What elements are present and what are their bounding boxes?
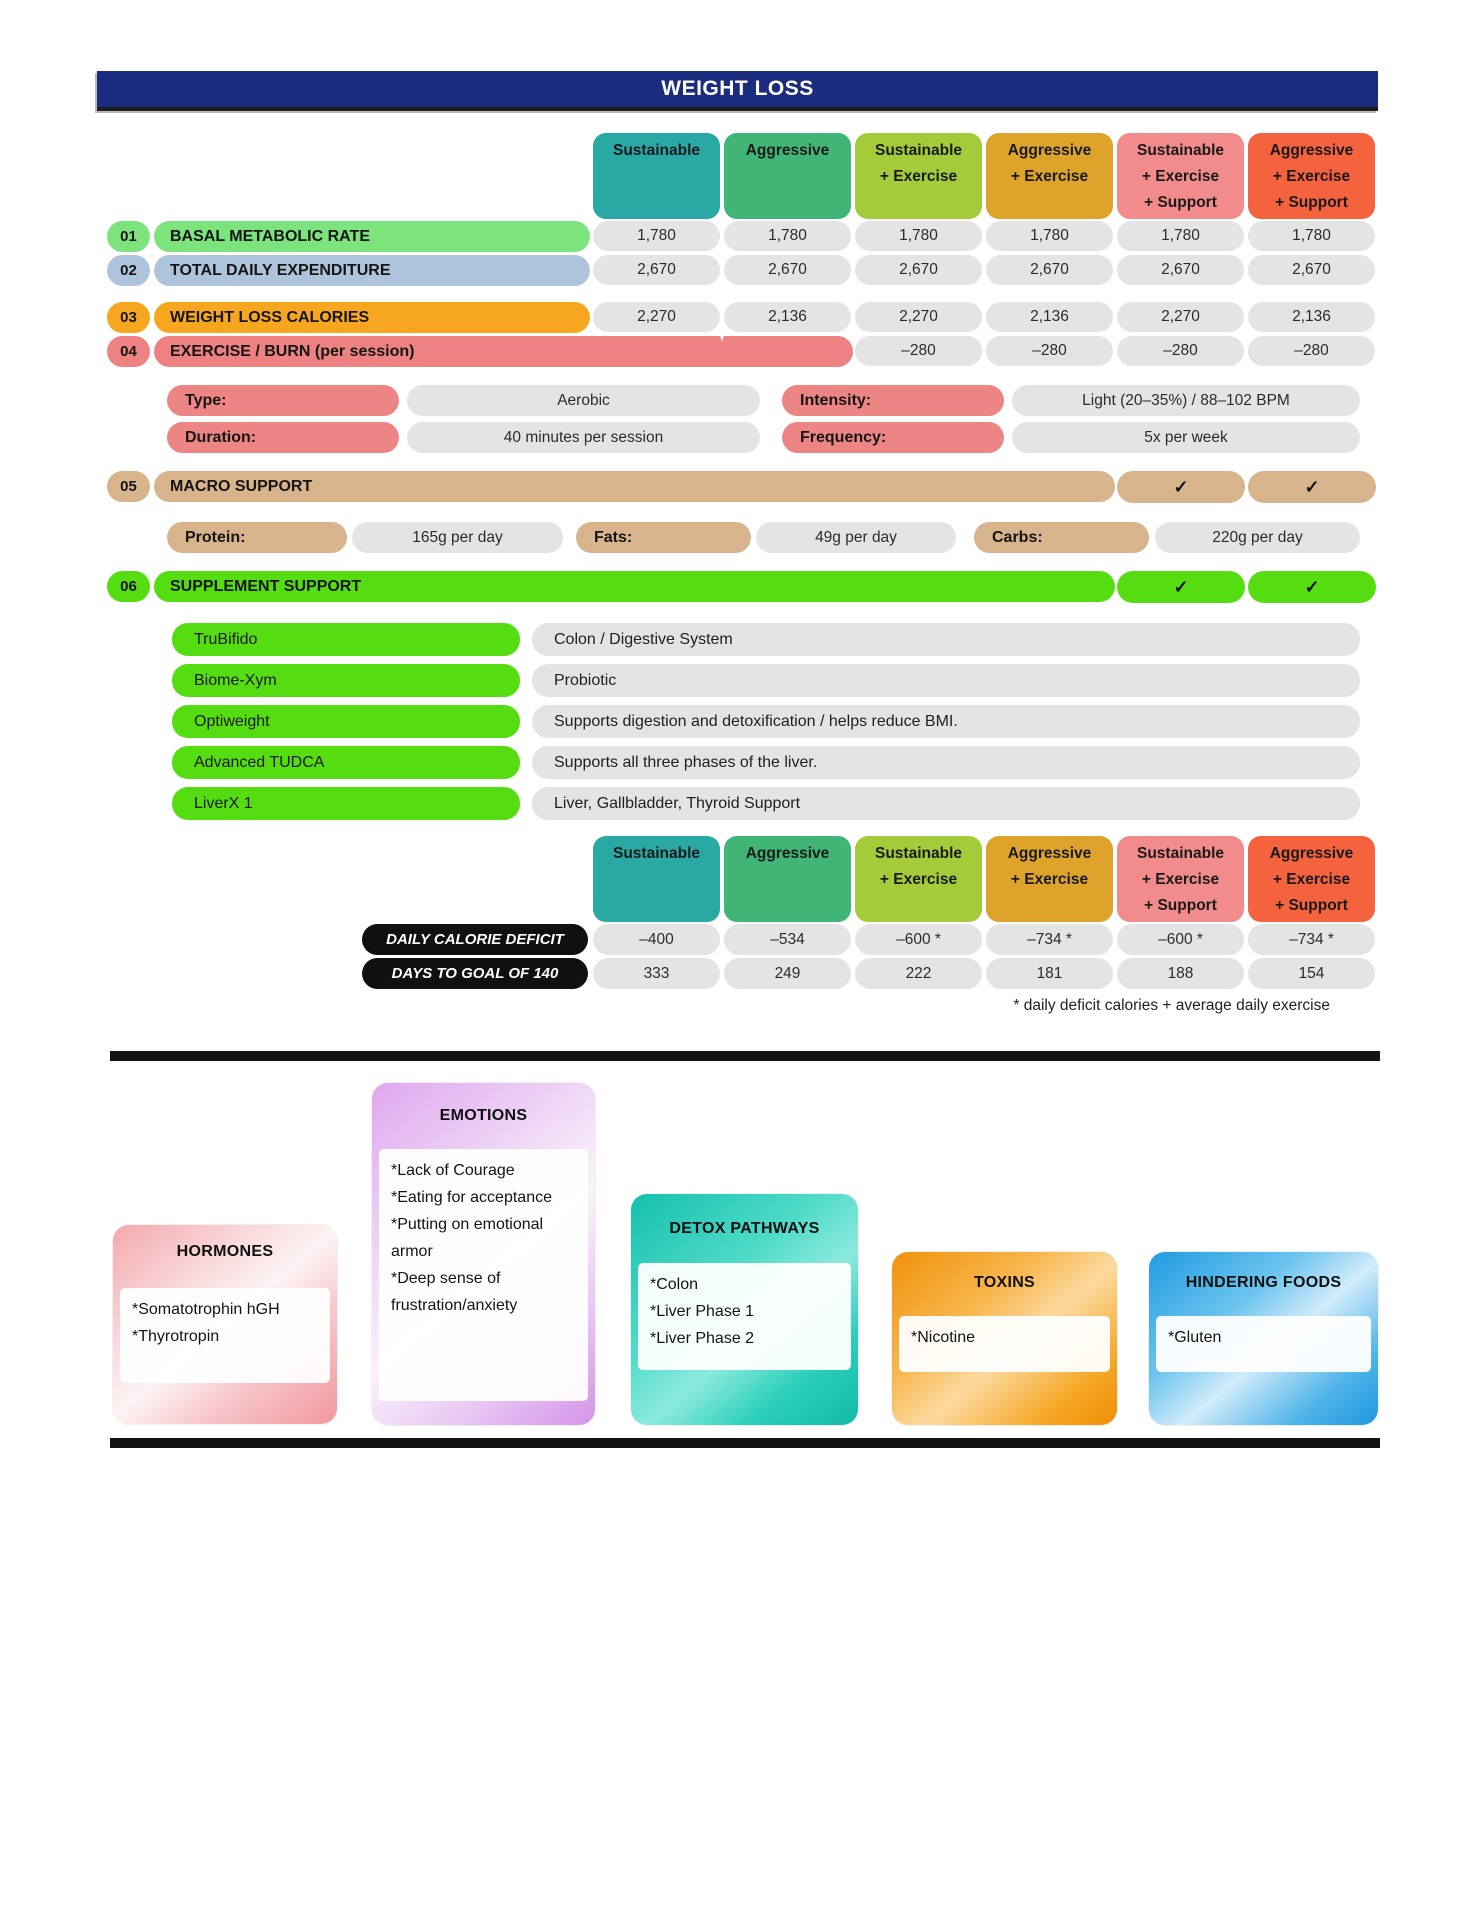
metric-value-cell: 1,780 — [593, 221, 720, 251]
row-number-badge: 02 — [107, 255, 150, 286]
deficit-value-cell: –734 * — [986, 924, 1113, 955]
deficit-value-cell: –734 * — [1248, 924, 1375, 955]
plan-column-header: Sustainable + Exercise — [855, 836, 982, 922]
checkmark-icon: ✓ — [1248, 571, 1376, 603]
macro-fats-value: 49g per day — [756, 522, 956, 553]
row-label-weight-loss-calories: WEIGHT LOSS CALORIES — [154, 302, 590, 333]
metric-value-cell: 2,136 — [1248, 302, 1375, 332]
supplement-name: Advanced TUDCA — [172, 746, 520, 779]
supplement-description: Probiotic — [532, 664, 1360, 697]
supplement-name: LiverX 1 — [172, 787, 520, 820]
exercise-intensity-label: Intensity: — [782, 385, 1004, 416]
plan-column-header: Aggressive — [724, 133, 851, 219]
card-items: *Gluten — [1156, 1316, 1371, 1372]
metric-value-cell: 1,780 — [986, 221, 1113, 251]
metric-value-cell: 2,670 — [724, 255, 851, 285]
macro-carbs-value: 220g per day — [1155, 522, 1360, 553]
metric-value-cell: –280 — [986, 336, 1113, 366]
plan-column-header: Aggressive + Exercise + Support — [1248, 836, 1375, 922]
checkmark-icon: ✓ — [1117, 471, 1245, 503]
section-divider — [110, 1051, 1380, 1061]
checkmark-icon: ✓ — [1117, 571, 1245, 603]
metric-value-cell: 1,780 — [1117, 221, 1244, 251]
row-number-badge: 01 — [107, 221, 150, 252]
metric-value-cell: –280 — [1248, 336, 1375, 366]
days-to-goal-label: DAYS TO GOAL OF 140 — [362, 958, 588, 989]
info-card-hindering-foods — [1149, 1252, 1378, 1425]
exercise-duration-value: 40 minutes per session — [407, 422, 760, 453]
checkmark-icon: ✓ — [1248, 471, 1376, 503]
card-items: *Nicotine — [899, 1316, 1110, 1372]
card-title: EMOTIONS — [439, 1107, 528, 1124]
supplement-name: TruBifido — [172, 623, 520, 656]
deficit-value-cell: 154 — [1248, 958, 1375, 989]
row-number-badge: 06 — [107, 571, 150, 602]
deficit-value-cell: –600 * — [855, 924, 982, 955]
info-card-toxins — [892, 1252, 1117, 1425]
card-items: *Somatotrophin hGH *Thyrotropin — [120, 1288, 330, 1383]
metric-value-cell: 1,780 — [1248, 221, 1375, 251]
plan-column-header: Aggressive + Exercise + Support — [1248, 133, 1375, 219]
row-label-total-daily-expenditure: TOTAL DAILY EXPENDITURE — [154, 255, 590, 286]
row-label-supplement-support: SUPPLEMENT SUPPORT — [154, 571, 1115, 602]
exercise-type-label: Type: — [167, 385, 399, 416]
card-title: HINDERING FOODS — [1185, 1274, 1342, 1291]
supplement-name: Optiweight — [172, 705, 520, 738]
metric-value-cell: 2,670 — [1248, 255, 1375, 285]
deficit-value-cell: –600 * — [1117, 924, 1244, 955]
plan-column-header: Sustainable + Exercise + Support — [1117, 133, 1244, 219]
card-title: DETOX PATHWAYS — [669, 1220, 820, 1237]
deficit-value-cell: –534 — [724, 924, 851, 955]
metric-value-cell: 2,670 — [986, 255, 1113, 285]
plan-column-header: Aggressive + Exercise — [986, 836, 1113, 922]
macro-protein-label: Protein: — [167, 522, 347, 553]
row-label-exercise-burn: EXERCISE / BURN (per session) — [154, 336, 853, 367]
section-divider — [110, 1438, 1380, 1448]
deficit-value-cell: 333 — [593, 958, 720, 989]
metric-value-cell: 2,270 — [1117, 302, 1244, 332]
exercise-type-value: Aerobic — [407, 385, 760, 416]
metric-value-cell: 1,780 — [724, 221, 851, 251]
supplement-name: Biome-Xym — [172, 664, 520, 697]
metric-value-cell: 2,670 — [855, 255, 982, 285]
plan-column-header: Sustainable — [593, 836, 720, 922]
metric-value-cell: 1,780 — [855, 221, 982, 251]
plan-column-header: Sustainable + Exercise — [855, 133, 982, 219]
card-title: TOXINS — [973, 1274, 1036, 1291]
info-card-hormones — [113, 1225, 337, 1424]
plan-column-header: Aggressive — [724, 836, 851, 922]
card-title: HORMONES — [176, 1243, 274, 1260]
deficit-footnote: * daily deficit calories + average daily exercise — [1013, 997, 1330, 1014]
macro-carbs-label: Carbs: — [974, 522, 1149, 553]
plan-column-header: Sustainable + Exercise + Support — [1117, 836, 1244, 922]
row-label-macro-support: MACRO SUPPORT — [154, 471, 1115, 502]
metric-value-cell: 2,670 — [593, 255, 720, 285]
deficit-value-cell: –400 — [593, 924, 720, 955]
exercise-frequency-label: Frequency: — [782, 422, 1004, 453]
info-card-detox-pathways — [631, 1194, 858, 1425]
supplement-description: Colon / Digestive System — [532, 623, 1360, 656]
daily-calorie-deficit-label: DAILY CALORIE DEFICIT — [362, 924, 588, 955]
row-number-badge: 04 — [107, 336, 150, 367]
macro-fats-label: Fats: — [576, 522, 751, 553]
metric-value-cell: 2,270 — [855, 302, 982, 332]
deficit-value-cell: 188 — [1117, 958, 1244, 989]
plan-column-header: Aggressive + Exercise — [986, 133, 1113, 219]
exercise-intensity-value: Light (20–35%) / 88–102 BPM — [1012, 385, 1360, 416]
plan-column-header: Sustainable — [593, 133, 720, 219]
metric-value-cell: 2,136 — [986, 302, 1113, 332]
macro-protein-value: 165g per day — [352, 522, 563, 553]
row-number-badge: 03 — [107, 302, 150, 333]
row-number-badge: 05 — [107, 471, 150, 502]
exercise-duration-label: Duration: — [167, 422, 399, 453]
metric-value-cell: –280 — [855, 336, 982, 366]
deficit-value-cell: 181 — [986, 958, 1113, 989]
supplement-description: Supports all three phases of the liver. — [532, 746, 1360, 779]
card-items: *Lack of Courage *Eating for acceptance *Putting on emotional armor *Deep sense of frustration/anxiety — [379, 1149, 588, 1401]
metric-value-cell: 2,270 — [593, 302, 720, 332]
supplement-description: Liver, Gallbladder, Thyroid Support — [532, 787, 1360, 820]
exercise-frequency-value: 5x per week — [1012, 422, 1360, 453]
row-label-basal-metabolic-rate: BASAL METABOLIC RATE — [154, 221, 590, 252]
card-items: *Colon *Liver Phase 1 *Liver Phase 2 — [638, 1263, 851, 1370]
info-card-emotions — [372, 1083, 595, 1425]
metric-value-cell: 2,670 — [1117, 255, 1244, 285]
page-title: WEIGHT LOSS — [97, 71, 1378, 111]
supplement-description: Supports digestion and detoxification / helps reduce BMI. — [532, 705, 1360, 738]
metric-value-cell: –280 — [1117, 336, 1244, 366]
metric-value-cell: 2,136 — [724, 302, 851, 332]
deficit-value-cell: 249 — [724, 958, 851, 989]
deficit-value-cell: 222 — [855, 958, 982, 989]
